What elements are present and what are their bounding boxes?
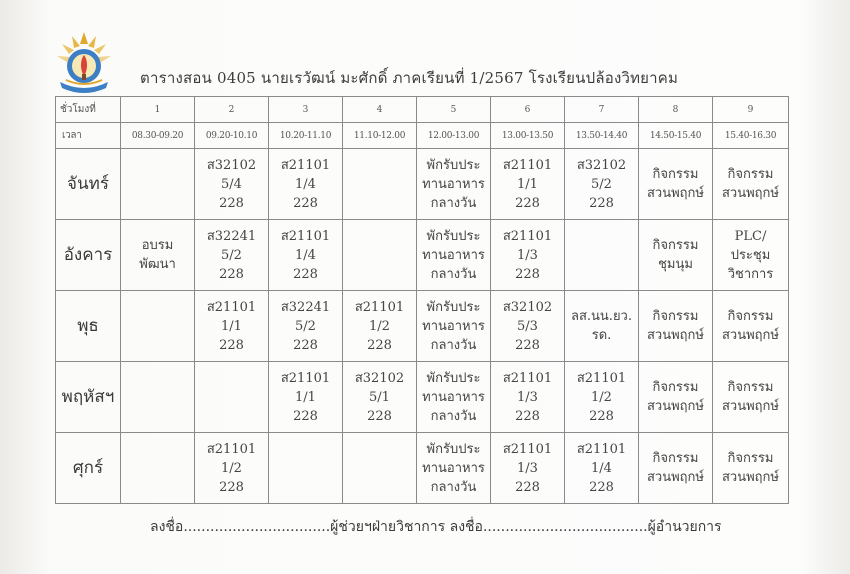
schedule-cell (491, 220, 565, 291)
schedule-cell-line: 5/3 (517, 318, 538, 334)
schedule-cell-line: 5/2 (591, 176, 612, 192)
schedule-cell-line: ส21101 (280, 370, 331, 386)
schedule-cell (269, 220, 343, 291)
period-time: 11.10-12.00 (343, 123, 417, 149)
schedule-cell-line: พักรับประ (426, 299, 481, 315)
schedule-cell-line: 1/1 (221, 318, 242, 334)
schedule-cell-line: 228 (589, 195, 614, 211)
schedule-cell-line: 228 (367, 408, 392, 424)
schedule-cell-line: ส21101 (280, 228, 331, 244)
schedule-cell-line: กลางวัน (430, 408, 477, 424)
schedule-cell (417, 433, 491, 504)
schedule-cell (639, 433, 713, 504)
schedule-cell-line: กิจกรรม (652, 309, 699, 324)
schedule-cell (639, 149, 713, 220)
schedule-cell-line: 5/2 (295, 318, 316, 334)
schedule-cell-line: 228 (293, 408, 318, 424)
period-time: 13.00-13.50 (491, 123, 565, 149)
schedule-cell-line: พักรับประ (426, 370, 481, 386)
schedule-cell-line: สวนพฤกษ์ (646, 186, 704, 201)
schedule-cell-line: 5/2 (221, 247, 242, 263)
schedule-cell (565, 362, 639, 433)
schedule-cell-line: 228 (293, 195, 318, 211)
schedule-cell-line: กลางวัน (430, 337, 477, 353)
schedule-cell-line: 228 (293, 337, 318, 353)
day-row (56, 433, 789, 504)
schedule-cell-line: ทานอาหาร (422, 247, 485, 263)
schedule-cell-line: ส32241 (280, 299, 331, 315)
schedule-cell (269, 291, 343, 362)
schedule-cell-line: กิจกรรม (652, 451, 699, 466)
period-header-row (56, 97, 789, 123)
schedule-cell (491, 149, 565, 220)
schedule-cell-line: กิจกรรม (727, 380, 774, 395)
period-time: 10.20-11.10 (269, 123, 343, 149)
schedule-cell-line: 1/3 (517, 389, 538, 405)
schedule-cell (121, 291, 195, 362)
schedule-cell (417, 149, 491, 220)
signature-line: ลงชื่อ.................................ผู้ช่วยฯฝ่ายวิชาการ ลงชื่อ.....................................ผู้อำนวยการ (150, 519, 722, 535)
schedule-cell-line: ส32102 (206, 157, 257, 173)
schedule-cell (713, 220, 789, 291)
schedule-cell-line: พักรับประ (426, 157, 481, 173)
schedule-cell-line: ส32102 (354, 370, 405, 386)
schedule-cell-line: 1/3 (517, 460, 538, 476)
schedule-cell (195, 220, 269, 291)
schedule-cell-line: ส32102 (502, 299, 553, 315)
schedule-cell-line: กิจกรรม (652, 167, 699, 182)
schedule-cell-line: 228 (515, 195, 540, 211)
schedule-cell-line: กิจกรรม (727, 451, 774, 466)
schedule-cell-line: กลางวัน (430, 266, 477, 282)
schedule-cell-line: ส21101 (502, 441, 553, 457)
schedule-cell-line: 5/1 (369, 389, 390, 405)
schedule-cell-line: สวนพฤกษ์ (721, 186, 779, 201)
schedule-cell (269, 149, 343, 220)
time-header-label: เวลา (56, 123, 121, 149)
period-number: 8 (639, 97, 713, 123)
schedule-cell-line: 1/4 (295, 176, 316, 192)
day-name: พฤหัสฯ (56, 362, 121, 433)
schedule-cell (565, 220, 639, 291)
schedule-cell-line: 1/4 (295, 247, 316, 263)
schedule-cell (565, 433, 639, 504)
day-name: อังคาร (56, 220, 121, 291)
schedule-cell-line: สวนพฤกษ์ (646, 470, 704, 485)
schedule-cell-line: กิจกรรม (727, 167, 774, 182)
schedule-cell-line: 1/2 (221, 460, 242, 476)
schedule-cell (491, 362, 565, 433)
schedule-cell-line: สวนพฤกษ์ (721, 328, 779, 343)
schedule-cell-line: ส21101 (576, 441, 627, 457)
schedule-cell-line: 228 (515, 337, 540, 353)
period-time: 08.30-09.20 (121, 123, 195, 149)
school-logo (52, 30, 116, 96)
period-time: 12.00-13.00 (417, 123, 491, 149)
schedule-cell-line: PLC/ (734, 228, 767, 244)
schedule-cell-line: กิจกรรม (727, 309, 774, 324)
schedule-cell (565, 149, 639, 220)
schedule-cell-line: 1/4 (591, 460, 612, 476)
period-number: 5 (417, 97, 491, 123)
schedule-cell-line: ส21101 (280, 157, 331, 173)
schedule-cell (269, 362, 343, 433)
schedule-cell-line: สวนพฤกษ์ (646, 328, 704, 343)
period-header-label: ชั่วโมงที่ (56, 97, 121, 123)
schedule-cell-line: 228 (219, 337, 244, 353)
schedule-cell-line: ลส.นน.ยว. (571, 309, 632, 324)
day-row (56, 220, 789, 291)
schedule-cell (417, 291, 491, 362)
schedule-cell (121, 362, 195, 433)
schedule-cell-line: 228 (515, 266, 540, 282)
schedule-cell-line: ทานอาหาร (422, 318, 485, 334)
schedule-cell-line: ประชุม (730, 247, 771, 263)
schedule-cell-line: สวนพฤกษ์ (721, 470, 779, 485)
schedule-cell-line: 228 (367, 337, 392, 353)
schedule-cell-line: ทานอาหาร (422, 460, 485, 476)
day-name: พุธ (56, 291, 121, 362)
schedule-cell-line: ส21101 (502, 157, 553, 173)
schedule-cell (343, 220, 417, 291)
period-number: 3 (269, 97, 343, 123)
schedule-cell-line: ส21101 (206, 299, 257, 315)
schedule-cell (121, 149, 195, 220)
period-time: 09.20-10.10 (195, 123, 269, 149)
period-time: 13.50-14.40 (565, 123, 639, 149)
schedule-cell (639, 362, 713, 433)
schedule-cell (343, 362, 417, 433)
schedule-cell (195, 291, 269, 362)
day-row (56, 149, 789, 220)
schedule-cell-line: 228 (515, 408, 540, 424)
schedule-cell-line: 1/2 (591, 389, 612, 405)
schedule-cell (343, 149, 417, 220)
schedule-cell-line: ส32102 (576, 157, 627, 173)
schedule-cell-line: ส21101 (206, 441, 257, 457)
schedule-cell-line: สวนพฤกษ์ (721, 399, 779, 414)
schedule-cell-line: ทานอาหาร (422, 176, 485, 192)
schedule-cell-line: ชุมนุม (658, 257, 693, 272)
period-number: 1 (121, 97, 195, 123)
schedule-cell-line: วิชาการ (727, 266, 774, 282)
schedule-cell-line: กิจกรรม (652, 380, 699, 395)
schedule-cell (713, 362, 789, 433)
schedule-cell (639, 220, 713, 291)
schedule-cell-line: ส21101 (502, 228, 553, 244)
schedule-cell-line: 1/2 (369, 318, 390, 334)
schedule-cell-line: 228 (219, 266, 244, 282)
schedule-cell (713, 433, 789, 504)
period-time: 15.40-16.30 (713, 123, 789, 149)
schedule-cell (639, 291, 713, 362)
schedule-cell (417, 220, 491, 291)
schedule-cell-line: กลางวัน (430, 195, 477, 211)
schedule-cell (195, 362, 269, 433)
time-header-row (56, 123, 789, 149)
schedule-cell (491, 433, 565, 504)
schedule-cell (343, 433, 417, 504)
schedule-cell-line: 1/1 (295, 389, 316, 405)
schedule-cell (195, 149, 269, 220)
schedule-cell (121, 433, 195, 504)
schedule-cell (195, 433, 269, 504)
schedule-cell (417, 362, 491, 433)
period-number: 9 (713, 97, 789, 123)
period-time: 14.50-15.40 (639, 123, 713, 149)
schedule-cell-line: ส21101 (502, 370, 553, 386)
schedule-cell-line: รด. (591, 328, 612, 343)
day-name: จันทร์ (56, 149, 121, 220)
schedule-cell-line: พักรับประ (426, 441, 481, 457)
day-row (56, 291, 789, 362)
schedule-cell (343, 291, 417, 362)
schedule-cell-line: 228 (219, 479, 244, 495)
schedule-cell-line: พักรับประ (426, 228, 481, 244)
period-number: 7 (565, 97, 639, 123)
schedule-cell (713, 149, 789, 220)
period-number: 4 (343, 97, 417, 123)
schedule-cell (121, 220, 195, 291)
schedule-cell-line: 1/1 (517, 176, 538, 192)
page-title: ตารางสอน 0405 นายเรวัฒน์ มะศักดิ์ ภาคเรียนที่ 1/2567 โรงเรียนปล้องวิทยาคม (140, 69, 679, 87)
schedule-cell-line: กลางวัน (430, 479, 477, 495)
timetable (55, 96, 789, 504)
schedule-cell-line: ส21101 (576, 370, 627, 386)
day-name: ศุกร์ (56, 433, 121, 504)
schedule-cell (491, 291, 565, 362)
schedule-cell-line: ทานอาหาร (422, 389, 485, 405)
schedule-cell-line: พัฒนา (139, 257, 176, 272)
day-row (56, 362, 789, 433)
schedule-cell-line: 228 (589, 479, 614, 495)
period-number: 2 (195, 97, 269, 123)
schedule-cell-line: สวนพฤกษ์ (646, 399, 704, 414)
period-number: 6 (491, 97, 565, 123)
schedule-cell (269, 433, 343, 504)
schedule-cell-line: อบรม (141, 238, 174, 253)
schedule-cell-line: ส32241 (206, 228, 257, 244)
schedule-cell-line: ส21101 (354, 299, 405, 315)
schedule-cell (713, 291, 789, 362)
schedule-cell-line: กิจกรรม (652, 238, 699, 253)
schedule-cell-line: 1/3 (517, 247, 538, 263)
schedule-cell-line: 228 (515, 479, 540, 495)
schedule-cell-line: 5/4 (221, 176, 242, 192)
schedule-cell-line: 228 (219, 195, 244, 211)
schedule-cell-line: 228 (293, 266, 318, 282)
schedule-cell-line: 228 (589, 408, 614, 424)
schedule-cell (565, 291, 639, 362)
